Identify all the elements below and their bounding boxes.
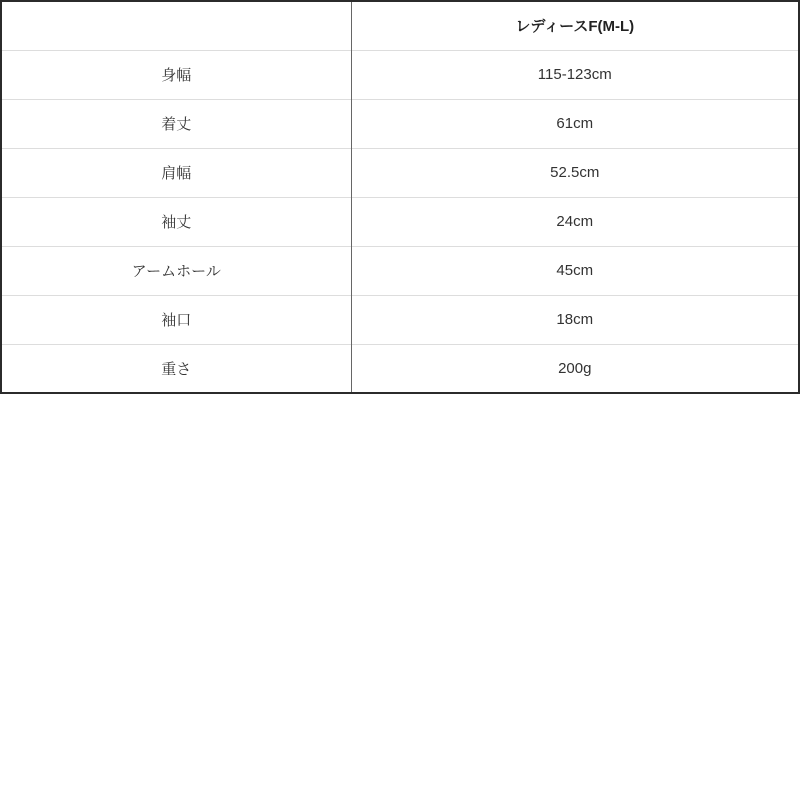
row-label: 袖丈	[1, 197, 351, 246]
row-label: 着丈	[1, 99, 351, 148]
table-row	[1, 344, 799, 393]
row-label: 袖口	[1, 295, 351, 344]
row-value: 24cm	[351, 197, 799, 246]
header-label-cell	[1, 1, 351, 50]
table-row	[1, 246, 799, 295]
row-label: アームホール	[1, 246, 351, 295]
row-value: 200g	[351, 344, 799, 393]
row-label: 肩幅	[1, 148, 351, 197]
table-header-row	[1, 1, 799, 50]
row-label: 重さ	[1, 344, 351, 393]
table-row	[1, 99, 799, 148]
table-row	[1, 295, 799, 344]
row-value: 61cm	[351, 99, 799, 148]
table-row	[1, 50, 799, 99]
row-value: 18cm	[351, 295, 799, 344]
row-value: 52.5cm	[351, 148, 799, 197]
row-value: 115-123cm	[351, 50, 799, 99]
header-value-cell: レディースF(M-L)	[351, 1, 799, 50]
row-label: 身幅	[1, 50, 351, 99]
table-row	[1, 148, 799, 197]
row-value: 45cm	[351, 246, 799, 295]
size-spec-table	[0, 0, 800, 394]
table-row	[1, 197, 799, 246]
